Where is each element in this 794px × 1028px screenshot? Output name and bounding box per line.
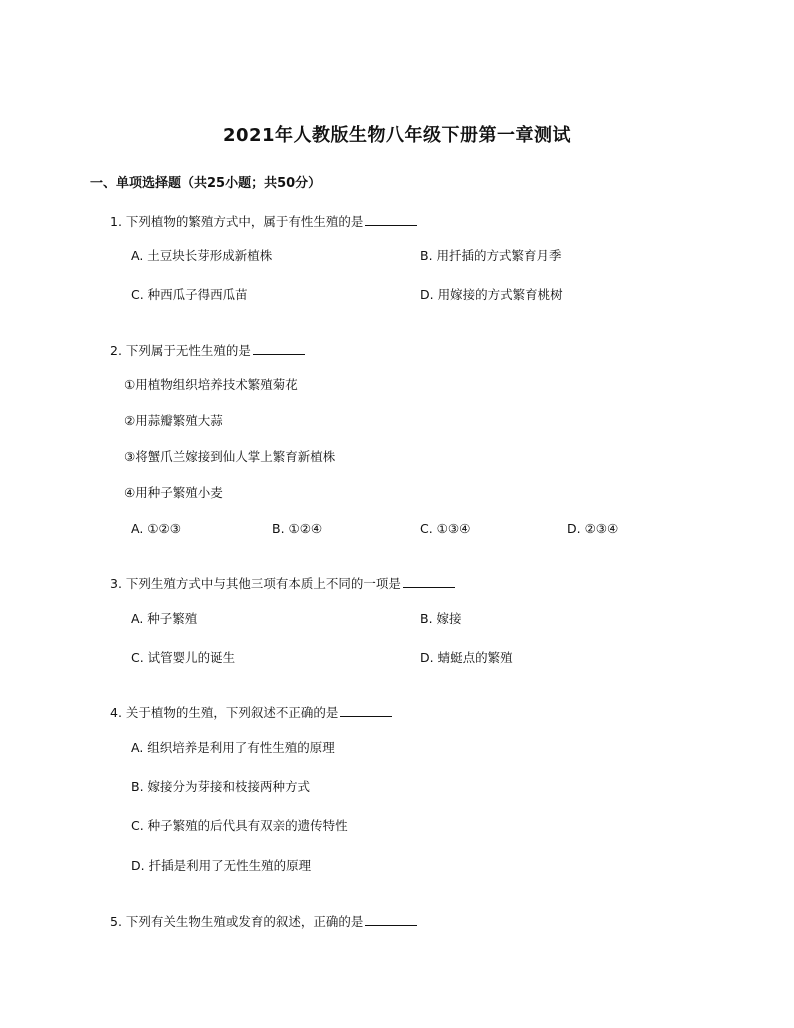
question-3-option-a: A. 种子繁殖 <box>131 611 198 626</box>
question-3-option-d: D. 蜻蜓点的繁殖 <box>420 650 513 665</box>
question-4-option-c: C. 种子繁殖的后代具有双亲的遗传特性 <box>131 818 348 833</box>
question-3-option-b: B. 嫁接 <box>420 611 462 626</box>
question-1-stem <box>110 213 417 230</box>
answer-blank <box>365 913 417 926</box>
question-2-stem <box>110 342 305 359</box>
question-1-text: 1. 下列植物的繁殖方式中，属于有性生殖的是 <box>110 214 364 229</box>
question-1-option-b: B. 用扦插的方式繁育月季 <box>420 248 562 263</box>
question-4-option-a: A. 组织培养是利用了有性生殖的原理 <box>131 740 335 755</box>
answer-blank <box>253 342 305 355</box>
answer-blank <box>340 704 392 717</box>
question-1-option-a: A. 土豆块长芽形成新植株 <box>131 248 273 263</box>
question-3-stem <box>110 575 455 592</box>
section-heading: 一、单项选择题（共25小题；共50分） <box>90 176 322 191</box>
question-2-statement-3: ③将蟹爪兰嫁接到仙人掌上繁育新植株 <box>124 449 336 464</box>
question-1-option-d: D. 用嫁接的方式繁育桃树 <box>420 287 563 302</box>
question-2-statement-4: ④用种子繁殖小麦 <box>124 485 223 500</box>
question-2-statement-2: ②用蒜瓣繁殖大蒜 <box>124 413 223 428</box>
question-2-option-a: A. ①②③ <box>131 521 181 536</box>
question-4-text: 4. 关于植物的生殖，下列叙述不正确的是 <box>110 705 339 720</box>
question-4-stem <box>110 704 392 721</box>
question-5-stem <box>110 913 417 930</box>
document-title: 2021年人教版生物八年级下册第一章测试 <box>222 125 572 146</box>
question-4-option-b: B. 嫁接分为芽接和枝接两种方式 <box>131 779 311 794</box>
question-4-option-d: D. 扦插是利用了无性生殖的原理 <box>131 858 312 873</box>
question-2-option-d: D. ②③④ <box>567 521 619 536</box>
question-2-option-c: C. ①③④ <box>420 521 471 536</box>
question-3-text: 3. 下列生殖方式中与其他三项有本质上不同的一项是 <box>110 576 401 591</box>
question-1-option-c: C. 种西瓜子得西瓜苗 <box>131 287 248 302</box>
answer-blank <box>365 213 417 226</box>
question-3-option-c: C. 试管婴儿的诞生 <box>131 650 236 665</box>
answer-blank <box>403 575 455 588</box>
question-2-statement-1: ①用植物组织培养技术繁殖菊花 <box>124 377 298 392</box>
question-2-option-b: B. ①②④ <box>272 521 323 536</box>
question-2-text: 2. 下列属于无性生殖的是 <box>110 343 251 358</box>
question-5-text: 5. 下列有关生物生殖或发育的叙述，正确的是 <box>110 914 364 929</box>
